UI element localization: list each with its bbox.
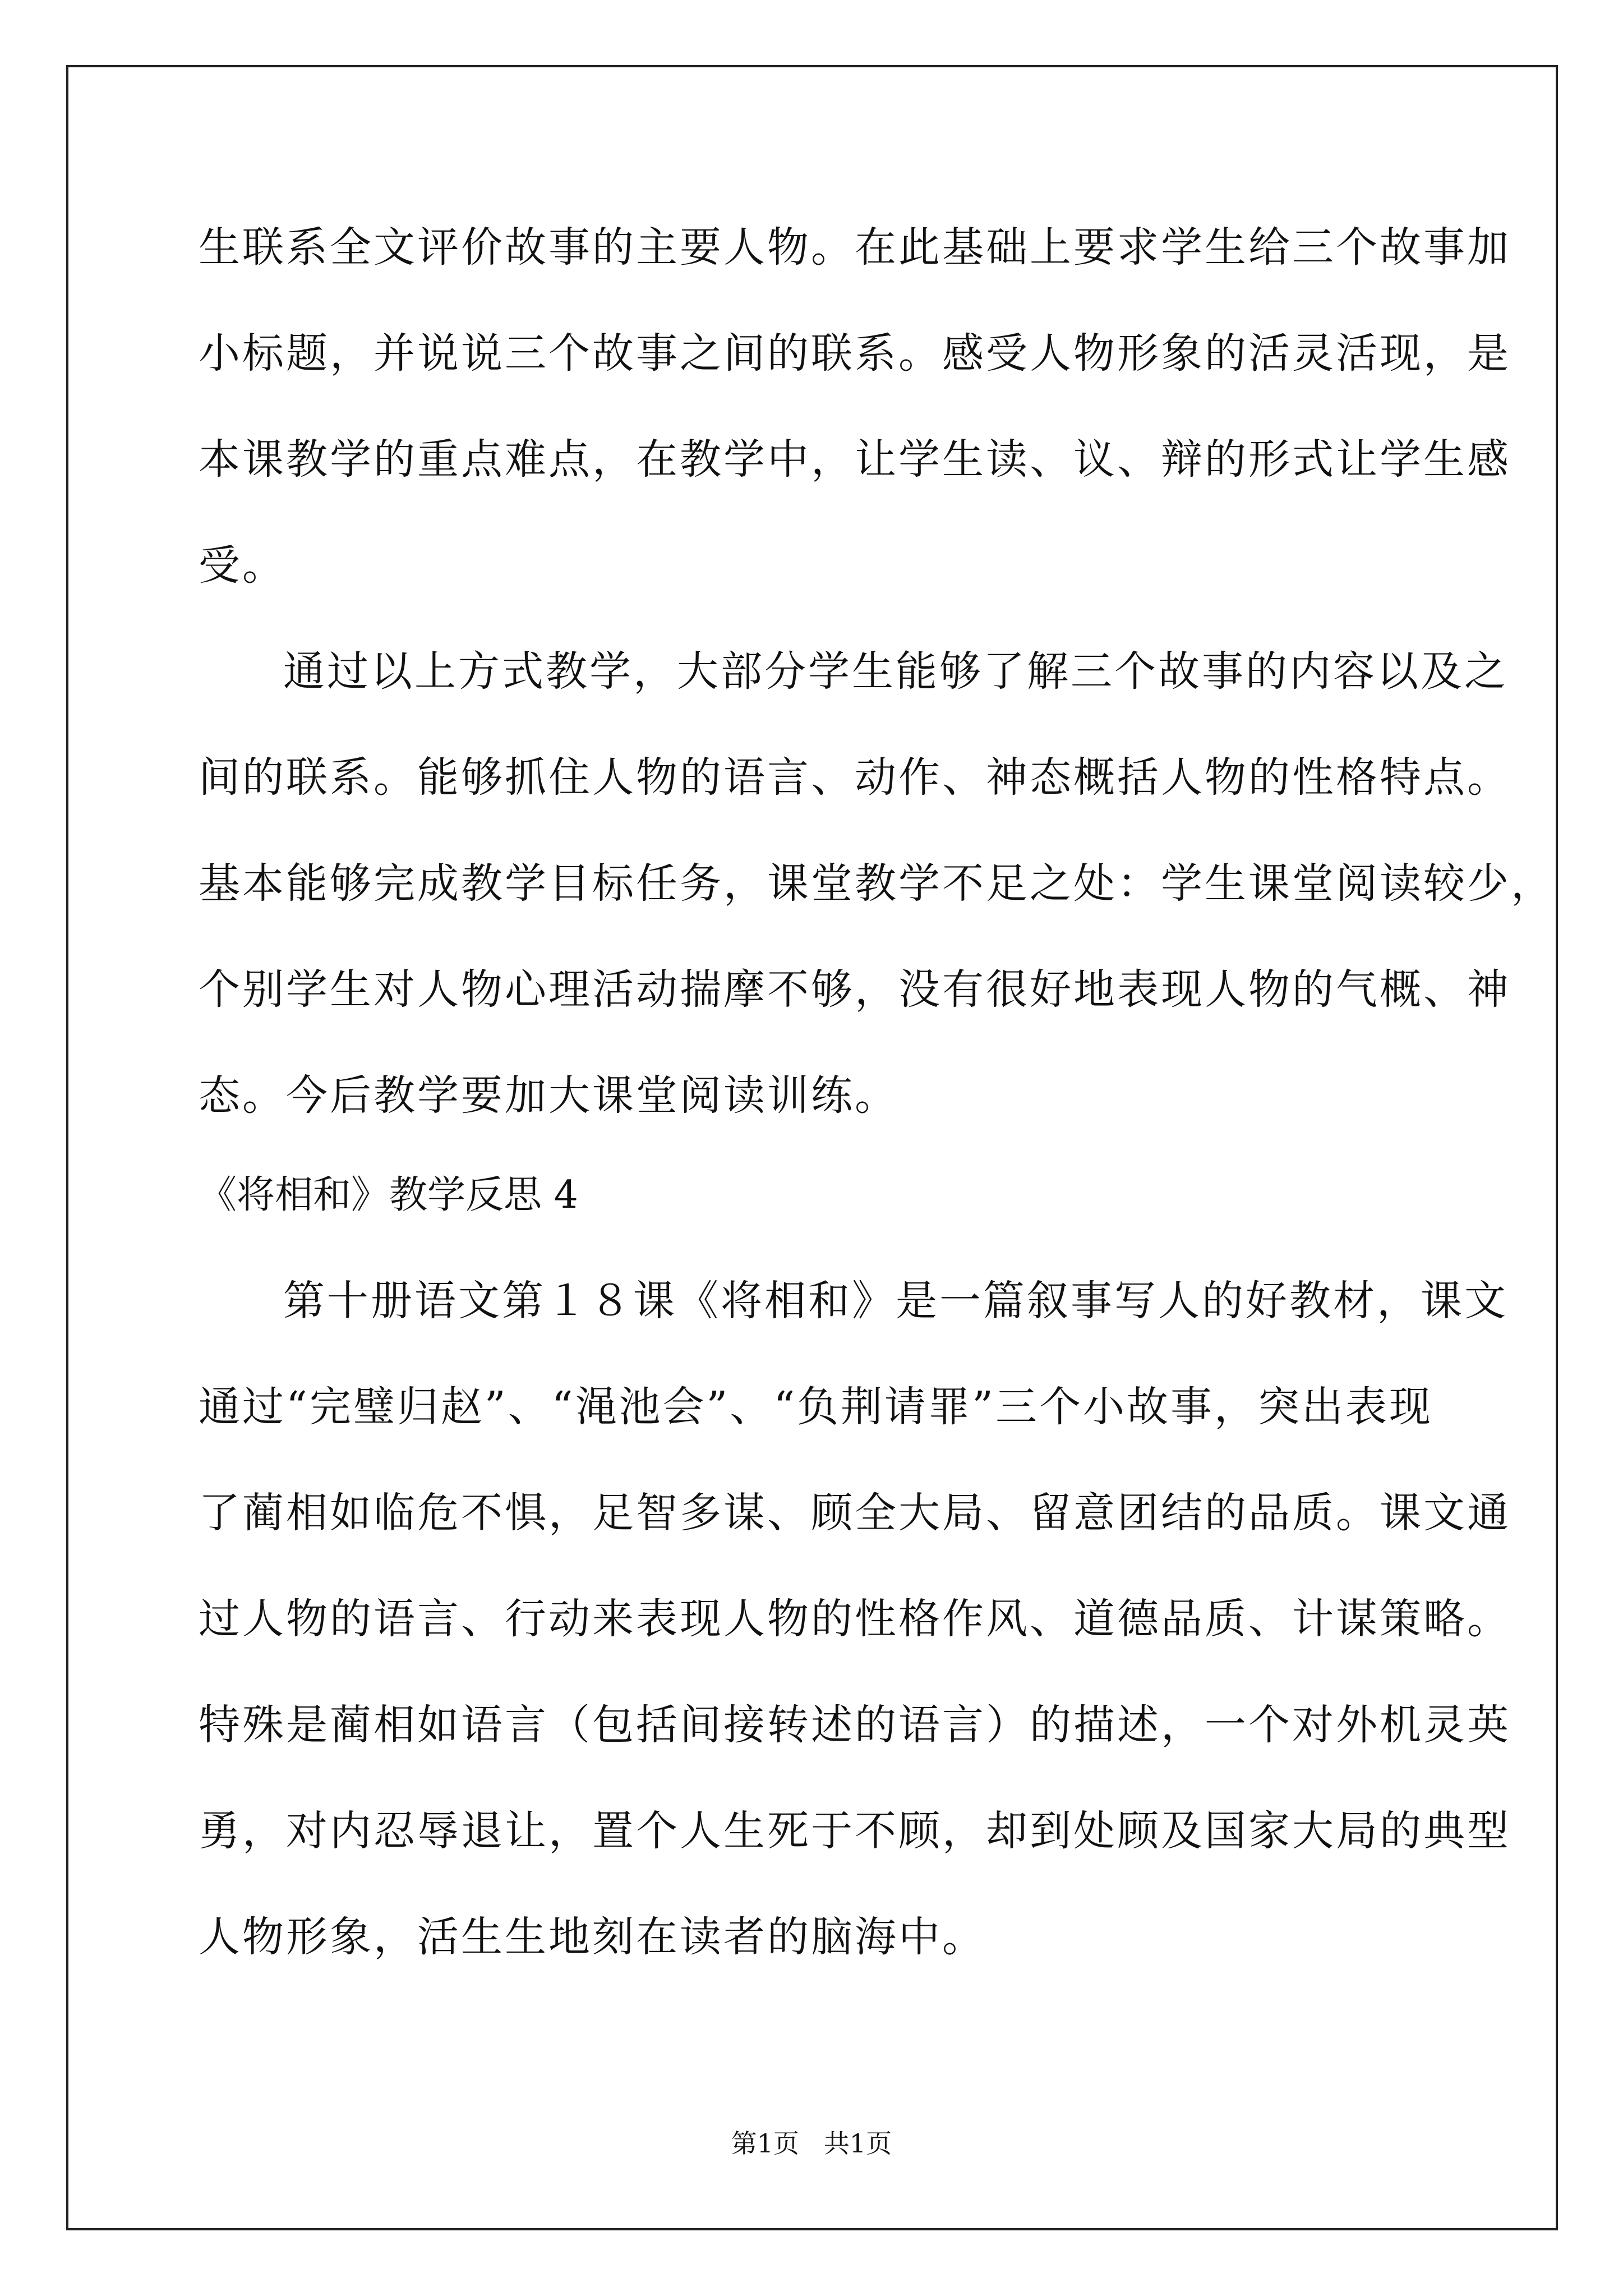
paragraph-line: 特殊是蔺相如语言（包括间接转述的语言）的描述，一个对外机灵英 — [199, 1701, 1511, 1749]
section-heading: 《将相和》教学反思 4 — [199, 1173, 578, 1217]
paragraph-line: 过人物的语言、行动来表现人物的性格作风、道德品质、计谋策略。 — [199, 1595, 1511, 1643]
paragraph-line: 态。今后教学要加大课堂阅读训练。 — [199, 1071, 898, 1120]
paragraph-line: 勇，对内忍辱退让，置个人生死于不顾，却到处顾及国家大局的典型 — [199, 1807, 1511, 1855]
paragraph-line: 通过以上方式教学，大部分学生能够了解三个故事的内容以及之 — [283, 647, 1508, 696]
paragraph-line: 基本能够完成教学目标任务，课堂教学不足之处：学生课堂阅读较少， — [199, 859, 1555, 908]
paragraph-line: 通过“完璧归赵”、“渑池会”、“负荆请罪”三个小故事，突出表现 — [199, 1383, 1433, 1431]
page-border — [66, 65, 1558, 2230]
paragraph-line: 受。 — [199, 541, 286, 590]
paragraph-line: 小标题，并说说三个故事之间的联系。感受人物形象的活灵活现，是 — [199, 329, 1511, 378]
paragraph-line: 个别学生对人物心理活动揣摩不够，没有很好地表现人物的气概、神 — [199, 965, 1511, 1014]
paragraph-line: 本课教学的重点难点，在教学中，让学生读、议、辩的形式让学生感 — [199, 435, 1511, 484]
page-footer: 第1页 共1页 — [731, 2128, 892, 2159]
paragraph-line: 第十册语文第１８课《将相和》是一篇叙事写人的好教材，课文 — [283, 1277, 1508, 1325]
paragraph-line: 生联系全文评价故事的主要人物。在此基础上要求学生给三个故事加 — [199, 223, 1511, 272]
paragraph-line: 间的联系。能够抓住人物的语言、动作、神态概括人物的性格特点。 — [199, 753, 1511, 802]
paragraph-line: 了蔺相如临危不惧，足智多谋、顾全大局、留意团结的品质。课文通 — [199, 1489, 1511, 1537]
paragraph-line: 人物形象，活生生地刻在读者的脑海中。 — [199, 1913, 986, 1961]
